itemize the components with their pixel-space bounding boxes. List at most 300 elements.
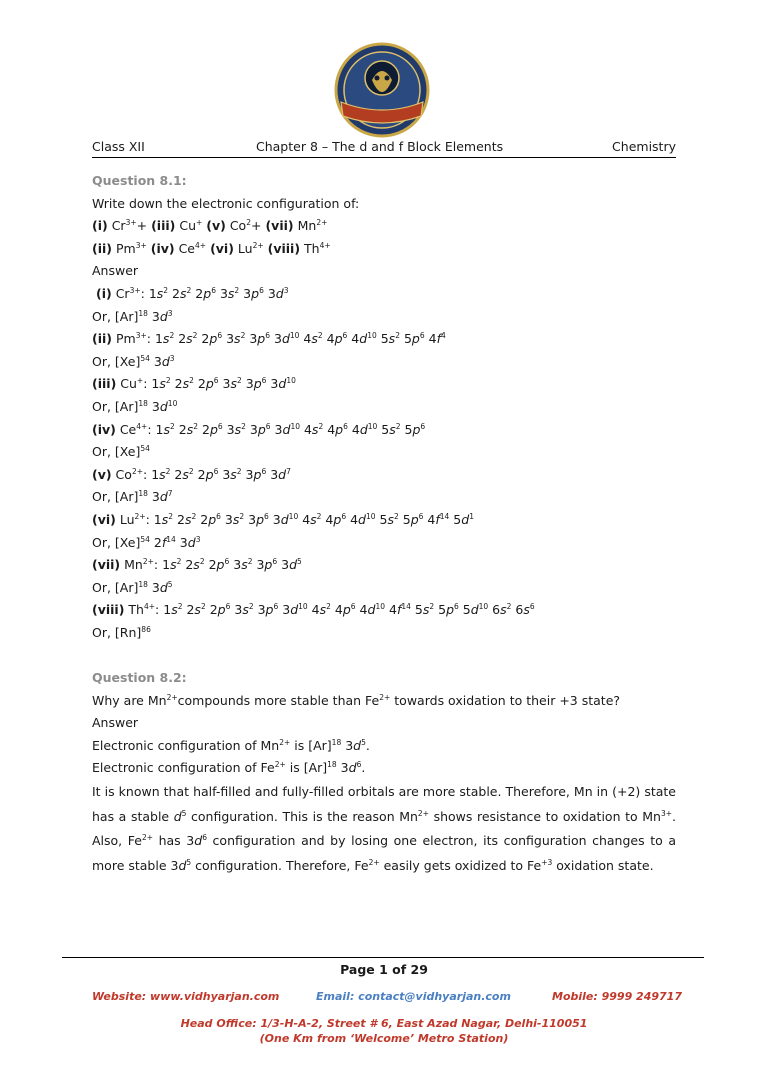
orbital: s bbox=[161, 511, 169, 527]
shell-number: 2 bbox=[173, 511, 185, 527]
orbital: p bbox=[217, 602, 226, 618]
core-electrons: 18 bbox=[138, 398, 148, 408]
electron-count: 7 bbox=[167, 489, 173, 499]
electron-count: 2 bbox=[200, 602, 206, 612]
orbital: s bbox=[227, 285, 235, 301]
orbital: d bbox=[353, 737, 362, 753]
superscript: 2+ bbox=[279, 737, 291, 747]
item-label: (vii) bbox=[92, 557, 121, 573]
ion-symbol: Co bbox=[111, 466, 132, 482]
shell-number: 4 bbox=[423, 511, 436, 527]
colon: : bbox=[143, 466, 148, 482]
item-label: (vi) bbox=[92, 511, 116, 527]
address-note: (One Km from ‘Welcome’ Metro Station) bbox=[259, 1032, 509, 1045]
answer-or-line bbox=[92, 622, 676, 645]
orbital: s bbox=[170, 557, 177, 573]
shell-number: 4 bbox=[424, 331, 437, 347]
orbital: s bbox=[193, 557, 200, 573]
orbital: p bbox=[253, 376, 262, 392]
electron-count: 6 bbox=[261, 376, 267, 386]
item-label: (viii) bbox=[267, 240, 301, 256]
text: has 3 bbox=[153, 833, 195, 849]
item-label: (ii) bbox=[92, 240, 112, 256]
orbital: s bbox=[232, 511, 240, 527]
shell-number: 1 bbox=[151, 421, 164, 437]
shell-number: 4 bbox=[322, 331, 335, 347]
ion-symbol: Pm bbox=[112, 240, 136, 256]
electron-count: 10 bbox=[365, 511, 376, 521]
superscript: 5 bbox=[186, 857, 192, 867]
item-label: (iii) bbox=[151, 218, 176, 234]
answer-config-line bbox=[92, 554, 676, 577]
ion-symbol: Pm bbox=[112, 331, 136, 347]
orbital: p bbox=[251, 285, 260, 301]
electron-count: 2 bbox=[236, 466, 242, 476]
orbital: p bbox=[265, 602, 274, 618]
shell-number: 1 bbox=[150, 331, 163, 347]
electron-count: 10 bbox=[367, 331, 377, 341]
orbital: d bbox=[173, 808, 182, 824]
electron-count: 10 bbox=[288, 511, 299, 521]
ion-symbol: Mn bbox=[293, 218, 317, 234]
shell-number: 4 bbox=[347, 331, 360, 347]
shell-number: 4 bbox=[321, 511, 334, 527]
electron-count: 6 bbox=[213, 466, 219, 476]
orbital: d bbox=[159, 489, 168, 505]
orbital: s bbox=[500, 602, 507, 618]
answer-config-line bbox=[92, 509, 676, 532]
shell-number: 4 bbox=[347, 421, 360, 437]
orbital: p bbox=[264, 557, 273, 573]
core-config: Or, [Ar] bbox=[92, 398, 139, 414]
shell-number: 3 bbox=[220, 511, 233, 527]
shell-number: 3 bbox=[229, 557, 242, 573]
vidhyarjan-logo bbox=[333, 40, 431, 138]
text: . bbox=[365, 737, 370, 753]
shell-number: 4 bbox=[299, 421, 312, 437]
orbital: p bbox=[209, 421, 218, 437]
shell-number: 4 bbox=[355, 602, 368, 618]
ion-charge: 4+ bbox=[136, 421, 148, 431]
shell-number: 3 bbox=[252, 557, 265, 573]
shell-number: 3 bbox=[263, 285, 276, 301]
electron-count: 10 bbox=[478, 602, 489, 612]
shell-number: 3 bbox=[245, 331, 258, 347]
ion-charge: 2+ bbox=[316, 218, 328, 228]
ion-symbol: Cu bbox=[116, 376, 137, 392]
colon: : bbox=[147, 421, 152, 437]
shell-number: 5 bbox=[375, 511, 388, 527]
electron-count: 6 bbox=[342, 331, 348, 341]
shell-number: 3 bbox=[245, 421, 258, 437]
orbital: p bbox=[342, 602, 351, 618]
shell-number: 1 bbox=[159, 602, 172, 618]
shell-number: 3 bbox=[230, 602, 243, 618]
orbital: d bbox=[461, 511, 470, 527]
electron-count: 2 bbox=[241, 421, 246, 431]
item-label: (v) bbox=[206, 218, 226, 234]
shell-number: 3 bbox=[147, 579, 160, 595]
orbital: s bbox=[162, 331, 170, 347]
electron-count: 6 bbox=[213, 376, 219, 386]
orbital: s bbox=[234, 421, 242, 437]
orbital: d bbox=[359, 421, 368, 437]
orbital: d bbox=[367, 602, 376, 618]
electron-count: 2 bbox=[189, 376, 194, 386]
superscript: 2+ bbox=[166, 692, 178, 702]
orbital: s bbox=[180, 285, 187, 301]
shell-number: 5 bbox=[377, 421, 390, 437]
orbital: s bbox=[241, 557, 248, 573]
shell-number: 3 bbox=[222, 421, 235, 437]
ion-symbol: Lu bbox=[115, 511, 135, 527]
core-config: Or, [Ar] bbox=[92, 489, 139, 505]
electron-count: 6 bbox=[343, 421, 348, 431]
electron-count: 2 bbox=[192, 331, 198, 341]
orbital: p bbox=[205, 466, 214, 482]
superscript: +3 bbox=[541, 857, 553, 867]
item-label: (vi) bbox=[210, 240, 234, 256]
ion-charge: + bbox=[196, 218, 203, 228]
ion-charge: 4+ bbox=[319, 240, 331, 250]
shell-number: 2 bbox=[182, 602, 195, 618]
shell-number: 3 bbox=[147, 489, 160, 505]
answer-label: Answer bbox=[92, 715, 139, 731]
text: 3 bbox=[341, 737, 354, 753]
item-label: (viii) bbox=[92, 602, 125, 618]
orbital: p bbox=[257, 331, 266, 347]
shell-number: 3 bbox=[147, 398, 160, 414]
question-title: Question 8.2: bbox=[92, 670, 187, 686]
ion-charge: 2+ bbox=[252, 240, 264, 250]
core-electrons: 54 bbox=[140, 444, 150, 454]
ion-symbol: Ce bbox=[115, 421, 137, 437]
shell-number: 3 bbox=[268, 511, 281, 527]
ion-charge: 3+ bbox=[135, 331, 147, 341]
orbital: d bbox=[187, 534, 196, 550]
core-electrons: 18 bbox=[138, 308, 148, 318]
orbital: d bbox=[348, 760, 357, 776]
answer-config-line bbox=[92, 419, 676, 442]
colon: : bbox=[155, 602, 160, 618]
electron-count: 6 bbox=[217, 331, 223, 341]
shell-number: 3 bbox=[218, 466, 231, 482]
electron-count: 10 bbox=[298, 602, 308, 612]
orbital: s bbox=[182, 466, 189, 482]
orbital: d bbox=[280, 511, 289, 527]
orbital: p bbox=[333, 511, 342, 527]
ion-symbol: Cu bbox=[175, 218, 196, 234]
answer-or-line bbox=[92, 486, 676, 509]
electron-count: 2 bbox=[317, 331, 323, 341]
shell-number: 4 bbox=[330, 602, 343, 618]
answer-config-line bbox=[92, 283, 676, 306]
orbital: f bbox=[435, 511, 440, 527]
ion-charge: 4+ bbox=[143, 602, 156, 612]
electron-count: 10 bbox=[289, 331, 300, 341]
answer-or-line bbox=[92, 441, 676, 464]
orbital: p bbox=[208, 511, 217, 527]
shell-number: 3 bbox=[149, 353, 162, 369]
shell-number: 2 bbox=[196, 511, 209, 527]
shell-number: 5 bbox=[398, 511, 411, 527]
superscript: 6 bbox=[202, 833, 207, 843]
electron-count: 6 bbox=[265, 331, 270, 341]
core-config: Or, [Xe] bbox=[92, 353, 141, 369]
orbital: s bbox=[523, 602, 530, 618]
orbital: s bbox=[422, 602, 430, 618]
orbital: s bbox=[186, 331, 193, 347]
item-label: (iii) bbox=[92, 376, 117, 392]
electron-count: 2 bbox=[177, 602, 183, 612]
orbital: d bbox=[278, 376, 287, 392]
electron-count: 2 bbox=[170, 421, 175, 431]
electron-count: 6 bbox=[225, 602, 231, 612]
colon: : bbox=[140, 285, 145, 301]
answers-block bbox=[92, 283, 676, 645]
orbital: d bbox=[278, 466, 287, 482]
text: easily gets oxidized to Fe bbox=[379, 857, 542, 873]
core-config: Or, [Ar] bbox=[92, 579, 139, 595]
mobile-number: Mobile: 9999 249717 bbox=[552, 990, 682, 1003]
question-title: Question 8.1: bbox=[92, 173, 187, 188]
item-label: (ii) bbox=[92, 331, 112, 347]
text: It is known that half-filled and fully-filled orbitals are more stable. Therefore, Mn in (+2) state has a stable bbox=[92, 784, 676, 824]
shell-number: 5 bbox=[458, 602, 471, 618]
superscript: 2+ bbox=[379, 692, 391, 702]
orbital: s bbox=[171, 602, 178, 618]
core-config: Or, [Xe] bbox=[92, 444, 141, 460]
ion-suffix: + bbox=[136, 218, 148, 234]
text: oxidation state. bbox=[552, 857, 654, 873]
orbital: s bbox=[387, 511, 394, 527]
item-label: (iv) bbox=[92, 421, 116, 437]
orbital: d bbox=[275, 285, 284, 301]
answer-or-line bbox=[92, 532, 676, 555]
shell-number: 2 bbox=[168, 285, 181, 301]
electron-count: 2 bbox=[247, 557, 253, 567]
electron-count: 10 bbox=[167, 398, 178, 408]
electron-count: 6 bbox=[216, 511, 221, 521]
shell-number: 3 bbox=[222, 331, 235, 347]
answer-or-line bbox=[92, 577, 676, 600]
email-link[interactable]: Email: contact@vidhyarjan.com bbox=[316, 990, 511, 1003]
ion-suffix: + bbox=[251, 218, 262, 234]
orbital: s bbox=[156, 285, 164, 301]
orbital: d bbox=[159, 579, 168, 595]
shell-number: 5 bbox=[449, 511, 462, 527]
answer-config-line bbox=[92, 599, 676, 622]
electron-count: 2 bbox=[395, 421, 401, 431]
shell-number: 2 bbox=[193, 466, 206, 482]
electron-count: 2 bbox=[240, 331, 246, 341]
ion-charge: 2+ bbox=[134, 511, 146, 521]
item-label: (v) bbox=[92, 466, 112, 482]
electron-count: 2 bbox=[169, 331, 175, 341]
fe-config-line bbox=[92, 757, 676, 780]
text: . bbox=[361, 760, 366, 776]
electron-count: 14 bbox=[166, 534, 176, 544]
superscript: 18 bbox=[327, 760, 337, 770]
electron-count: 6 bbox=[261, 466, 267, 476]
text: is [Ar] bbox=[285, 760, 328, 776]
superscript: 2+ bbox=[417, 808, 429, 818]
footer-divider bbox=[62, 957, 704, 958]
text: 3 bbox=[336, 760, 349, 776]
shell-number: 3 bbox=[241, 376, 254, 392]
electron-count: 6 bbox=[224, 557, 230, 567]
superscript: 5 bbox=[361, 737, 366, 747]
electron-count: 6 bbox=[529, 602, 535, 612]
orbital: p bbox=[412, 421, 421, 437]
main-content bbox=[92, 170, 676, 878]
electron-count: 2 bbox=[176, 557, 182, 567]
text: Why are Mn bbox=[92, 692, 167, 708]
electron-count: 2 bbox=[393, 511, 399, 521]
shell-number: 4 bbox=[385, 602, 397, 618]
orbital: d bbox=[358, 511, 366, 527]
text: is [Ar] bbox=[290, 737, 332, 753]
shell-number: 3 bbox=[175, 534, 188, 550]
shell-number: 2 bbox=[205, 602, 218, 618]
electron-count: 2 bbox=[191, 511, 197, 521]
electron-count: 6 bbox=[341, 511, 347, 521]
shell-number: 4 bbox=[346, 511, 359, 527]
shell-number: 5 bbox=[399, 331, 412, 347]
ion-charge: 3+ bbox=[135, 240, 147, 250]
question-text bbox=[92, 690, 676, 713]
electron-count: 2 bbox=[318, 421, 324, 431]
answer-or-line bbox=[92, 306, 676, 329]
mn-config-line bbox=[92, 735, 676, 758]
orbital: p bbox=[411, 331, 420, 347]
question-prompt: Write down the electronic configuration of: bbox=[92, 195, 360, 211]
electron-count: 2 bbox=[234, 285, 240, 295]
shell-number: 3 bbox=[147, 308, 160, 324]
shell-number: 1 bbox=[147, 466, 160, 482]
electron-count: 2 bbox=[506, 602, 512, 612]
shell-number: 2 bbox=[174, 421, 187, 437]
orbital: p bbox=[410, 511, 419, 527]
shell-number: 2 bbox=[198, 421, 210, 437]
orbital: d bbox=[159, 398, 168, 414]
orbital: s bbox=[230, 376, 237, 392]
ion-symbol: Th bbox=[300, 240, 320, 256]
text: configuration. Therefore, Fe bbox=[191, 857, 369, 873]
electron-count: 10 bbox=[290, 421, 300, 431]
electron-count: 2 bbox=[165, 376, 171, 386]
electron-count: 3 bbox=[167, 308, 173, 318]
core-electrons: 18 bbox=[138, 579, 148, 589]
shell-number: 5 bbox=[376, 331, 389, 347]
electron-count: 6 bbox=[272, 557, 278, 567]
electron-count: 10 bbox=[375, 602, 385, 612]
text: configuration and by losing one electron, its configuration changes to a more stable 3 bbox=[92, 833, 677, 873]
electron-count: 2 bbox=[186, 285, 192, 295]
ion-symbol: Cr bbox=[107, 218, 126, 234]
electron-count: 2 bbox=[395, 331, 400, 341]
shell-number: 2 bbox=[193, 376, 206, 392]
orbital: d bbox=[359, 331, 368, 347]
electron-count: 6 bbox=[419, 331, 425, 341]
shell-number: 3 bbox=[270, 331, 282, 347]
orbital: f bbox=[396, 602, 402, 618]
electron-count: 5 bbox=[297, 557, 302, 567]
electron-count: 6 bbox=[350, 602, 356, 612]
electron-count: 6 bbox=[418, 511, 424, 521]
ion-charge: 3+ bbox=[129, 285, 141, 295]
shell-number: 2 bbox=[149, 534, 162, 550]
orbital: p bbox=[209, 331, 218, 347]
core-electrons: 18 bbox=[138, 489, 148, 499]
ion-symbol: Lu bbox=[233, 240, 253, 256]
colon: : bbox=[145, 511, 150, 527]
orbital: s bbox=[159, 376, 166, 392]
electron-count: 2 bbox=[168, 511, 174, 521]
superscript: 18 bbox=[331, 737, 342, 747]
electron-count: 3 bbox=[283, 285, 289, 295]
orbital: p bbox=[335, 421, 344, 437]
orbital: d bbox=[281, 331, 290, 347]
shell-number: 5 bbox=[410, 602, 423, 618]
electron-count: 2 bbox=[165, 466, 171, 476]
orbital: s bbox=[182, 376, 190, 392]
website-link[interactable]: Website: www.vidhyarjan.com bbox=[92, 990, 280, 1003]
item-label: (i) bbox=[92, 218, 108, 234]
answer-label: Answer bbox=[92, 263, 139, 279]
shell-number: 2 bbox=[204, 557, 217, 573]
shell-number: 4 bbox=[298, 511, 311, 527]
electron-count: 6 bbox=[211, 285, 216, 295]
answer-or-line bbox=[92, 396, 676, 419]
ion-charge: 2 bbox=[246, 218, 251, 228]
core-config: Or, [Xe] bbox=[92, 534, 141, 550]
orbital: s bbox=[319, 602, 327, 618]
orbital: s bbox=[234, 331, 241, 347]
electron-count: 6 bbox=[454, 602, 459, 612]
item-label: (vii) bbox=[265, 218, 294, 234]
orbital: s bbox=[230, 466, 237, 482]
page-number: Page 1 of 29 bbox=[340, 962, 428, 977]
item-label: (iv) bbox=[150, 240, 175, 256]
orbital: d bbox=[178, 857, 187, 873]
text: towards oxidation to their +3 state? bbox=[390, 692, 621, 708]
shell-number: 3 bbox=[266, 466, 279, 482]
electron-count: 6 bbox=[217, 421, 223, 431]
owl-emblem-logo-icon bbox=[333, 40, 431, 138]
orbital: f bbox=[161, 534, 167, 550]
electron-count: 10 bbox=[367, 421, 378, 431]
orbital: d bbox=[194, 833, 203, 849]
core-electrons: 86 bbox=[141, 624, 151, 634]
ion-list-2 bbox=[92, 238, 676, 261]
shell-number: 2 bbox=[197, 331, 210, 347]
orbital: p bbox=[257, 421, 266, 437]
text: compounds more stable than Fe bbox=[177, 692, 380, 708]
ion-symbol: Mn bbox=[120, 557, 143, 573]
electron-count: 2 bbox=[193, 421, 199, 431]
shell-number: 3 bbox=[241, 466, 254, 482]
electron-count: 5 bbox=[167, 579, 173, 589]
electron-count: 6 bbox=[273, 602, 279, 612]
shell-number: 3 bbox=[215, 285, 228, 301]
electron-count: 2 bbox=[163, 285, 169, 295]
electron-count: 3 bbox=[195, 534, 201, 544]
answer-config-line bbox=[92, 464, 676, 487]
orbital: s bbox=[163, 421, 170, 437]
ion-charge: 2+ bbox=[131, 466, 143, 476]
orbital: d bbox=[282, 421, 291, 437]
